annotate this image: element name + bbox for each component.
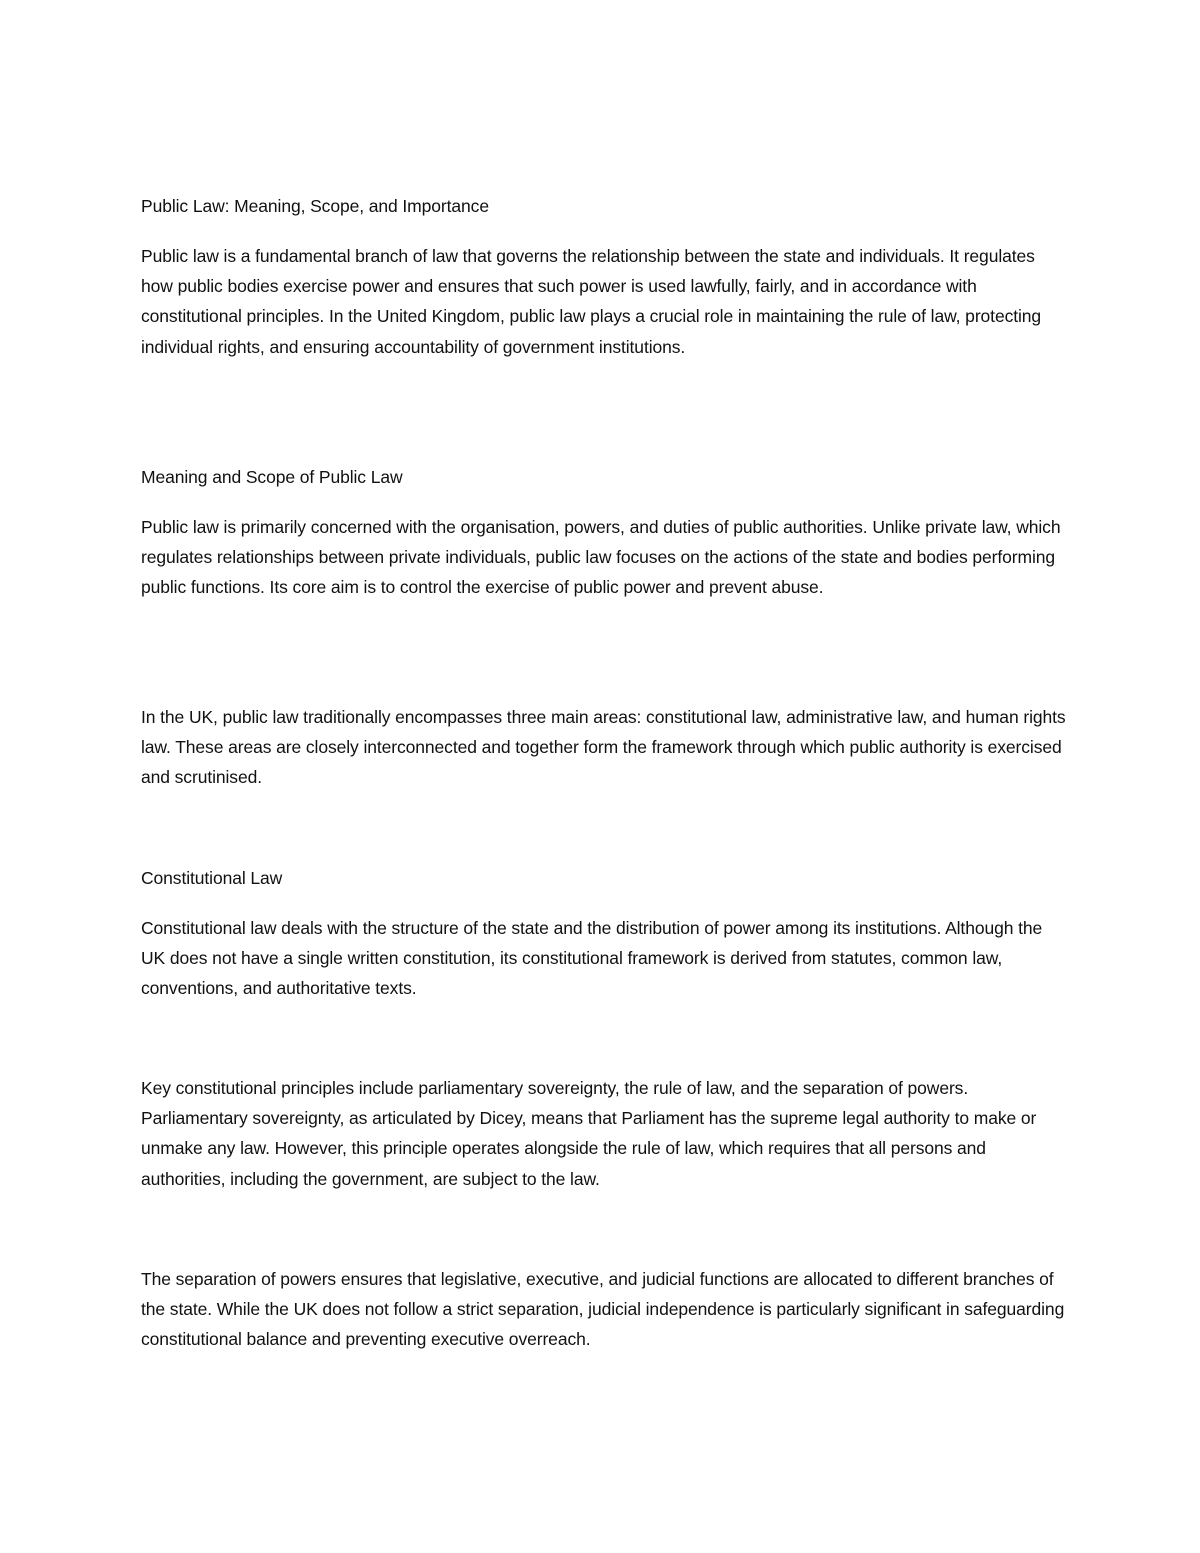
section-heading-meaning-scope: Meaning and Scope of Public Law: [141, 467, 403, 487]
paragraph-meaning-scope-2: In the UK, public law traditionally encompasses three main areas: constitutional law, administrative law, and human rights law. These areas are closely interconnected and together form the framework through which public authority is exercised and scrutinised.: [141, 707, 1066, 788]
paragraph-meaning-scope-1: Public law is primarily concerned with the organisation, powers, and duties of public authorities. Unlike private law, which regulates relationships between private individuals, public law focuses on the actions of the state and bodies performing public functions. Its core aim is to control the exercise of public power and prevent abuse.: [141, 517, 1061, 598]
intro-paragraph: Public law is a fundamental branch of law that governs the relationship between the state and individuals. It regulates how public bodies exercise power and ensures that such power is used lawfully, fairly, and in accordance with constitutional principles. In the United Kingdom, public law plays a crucial role in maintaining the rule of law, protecting individual rights, and ensuring accountability of government institutions.: [141, 246, 1042, 357]
document-title: Public Law: Meaning, Scope, and Importance: [141, 196, 489, 216]
paragraph-constitutional-2: Key constitutional principles include parliamentary sovereignty, the rule of law, and the separation of powers. Parliamentary sovereignty, as articulated by Dicey, means that Parliament has the supreme legal authority to make or unmake any law. However, this principle operates alongside the rule of law, which requires that all persons and authorities, including the government, are subject to the law.: [141, 1078, 1037, 1189]
paragraph-constitutional-1: Constitutional law deals with the structure of the state and the distribution of power among its institutions. Although the UK does not have a single written constitution, its constitutional framework is derived from statutes, common law, conventions, and authoritative texts.: [141, 918, 1043, 999]
section-heading-constitutional-law: Constitutional Law: [141, 868, 283, 888]
paragraph-constitutional-3: The separation of powers ensures that legislative, executive, and judicial functions are allocated to different branches of the state. While the UK does not follow a strict separation, judicial independence is particularly significant in safeguarding constitutional balance and preventing executive overreach.: [141, 1269, 1065, 1350]
